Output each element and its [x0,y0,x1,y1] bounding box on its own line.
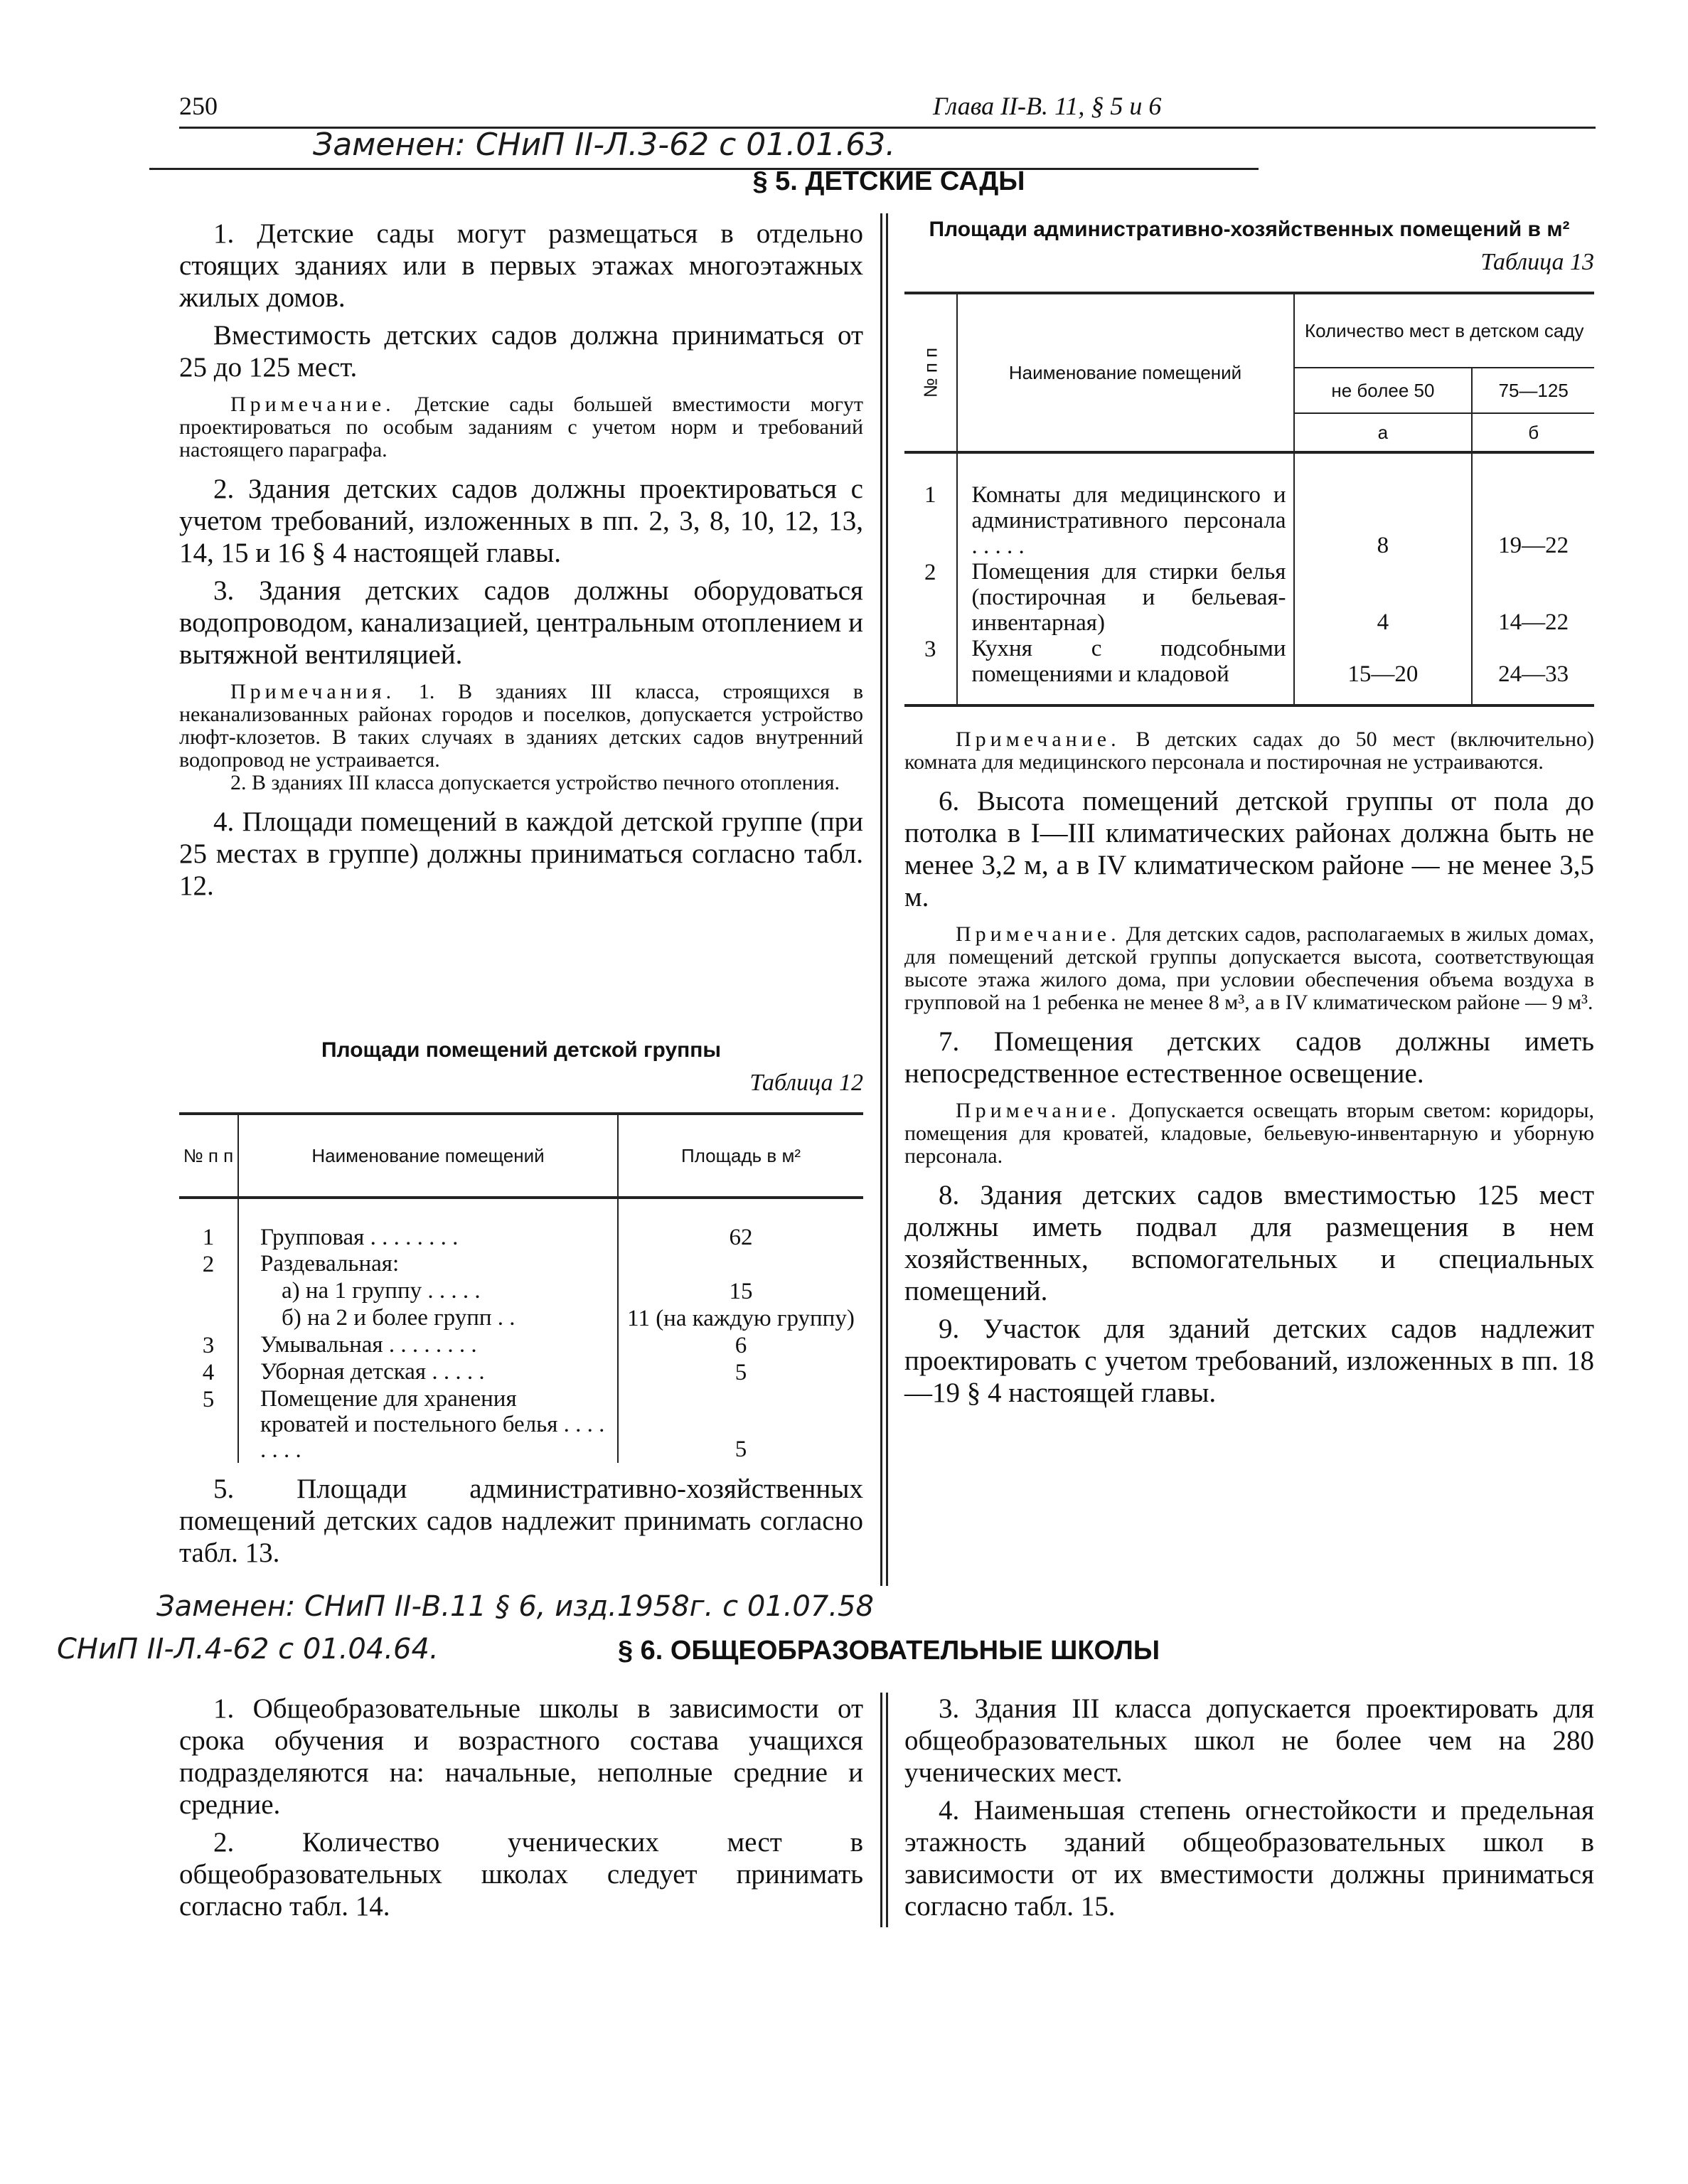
paragraph-5-8: 8. Здания детских садов вместимостью 125 мест должны иметь подвал для размещения в нем хозяйственных, вспомогательных и специальных помещений. [904,1180,1594,1306]
note-5-6 [904,923,1594,1014]
table-header: б [1472,413,1594,452]
running-head [179,91,1594,125]
note-text: Детские сады большей вместимости могут проектироваться по особым заданиям с учетом норм и требований настоящего параграфа. [179,393,863,462]
note-5-3 [179,681,863,772]
paragraph-6-4: 4. Наименьшая степень огнестойкости и предельная этажность зданий общеобразовательных школ в зависимости от их вместимости должны приниматься согласно табл. 15. [904,1795,1594,1922]
chapter-heading: Глава II-В. 11, § 5 и 6 [933,92,1162,120]
paragraph-5-7: 7. Помещения детских садов должны иметь непосредственное естественное освещение. [904,1026,1594,1089]
table-row: а) на 1 группу . . . . . 15 [179,1278,863,1305]
table-row: 1 Групповая . . . . . . . . 62 [179,1198,863,1251]
paragraph-5-2: 2. Здания детских садов должны проектироваться с учетом требований, изложенных в пп. 2, 3, 8, 10, 12, 13, 14, 15 и 16 § 4 настоящей главы. [179,474,863,568]
note-label: Примечания. [230,680,396,703]
table-header: 75—125 [1472,368,1594,413]
section-6-title: § 6. ОБЩЕОБРАЗОВАТЕЛЬНЫЕ ШКОЛЫ [617,1636,1160,1666]
note-label: Примечание. [956,922,1121,946]
note-label: Примечание. [230,393,395,416]
table-12-title: Площади помещений детской группы [321,1038,721,1062]
note-label: Примечание. [956,1099,1121,1122]
section-6-right-column [904,1693,1594,1928]
note-text: Для детских садов, располагаемых в жилых домах, для помещений детской группы допускается высота, соответствующая высоте этажа жилого дома, при условии обеспечения объема воздуха в групповой на 1 ребенка не менее 8 м³, а в IV климатическом районе — 9 м³. [904,922,1594,1014]
table-row: 4 Уборная детская . . . . . 5 [179,1359,863,1386]
table-header: Площадь в м² [618,1114,863,1198]
paragraph-5-1b: Вместимость детских садов должна приниматься от 25 до 125 мест. [179,320,863,383]
table-row: 1 Комнаты для медицинского и административного персонала . . . . . 8 19—22 [904,452,1594,559]
note-text: В детских садах до 50 мест (включительно) комната для медицинского персонала и постирочная не устраиваются. [904,728,1594,774]
table-header: а [1294,413,1473,452]
handwritten-underline [149,168,1259,170]
paragraph-5-6: 6. Высота помещений детской группы от пола до потолка в I—III климатических районах должна быть не менее 3,2 м, а в IV климатическом районе — не менее 3,5 м. [904,786,1594,912]
table-12 [179,1112,863,1463]
paragraph-6-3: 3. Здания III класса допускается проектировать для общеобразовательных школ не более чем на 280 ученических мест. [904,1693,1594,1788]
note-5-7 [904,1099,1594,1168]
section-5-title: § 5. ДЕТСКИЕ САДЫ [752,166,1025,196]
table-header: Наименование помещений [238,1114,618,1198]
note-5-1 [179,393,863,462]
note-label: Примечание. [956,728,1121,751]
table-row: 2 Помещения для стирки белья (постирочная и бельевая-инвентарная) 4 14—22 [904,559,1594,636]
table-13-label: Таблица 13 [1480,249,1594,275]
table-12-block [179,1038,863,1575]
note-text: Допускается освещать вторым светом: коридоры, помещения для кроватей, кладовые, бельевую-инвентарную и уборную персонала. [904,1099,1594,1168]
table-header: Количество мест в детском саду [1294,293,1595,368]
paragraph-5-4: 4. Площади помещений в каждой детской группе (при 25 местах в группе) должны приниматься согласно табл. 12. [179,806,863,901]
table-row: 3 Умывальная . . . . . . . . 6 [179,1332,863,1359]
handwritten-replacement-note-3: СНиП II-Л.4-62 с 01.04.64. [57,1633,439,1666]
table-header: Наименование помещений [957,293,1294,452]
paragraph-6-1: 1. Общеобразовательные школы в зависимости от срока обучения и возрастного состава учащихся подразделяются на: начальные, неполные средние и средние. [179,1693,863,1820]
paragraph-5-1: 1. Детские сады могут размещаться в отдельно стоящих зданиях или в первых этажах многоэтажных жилых домов. [179,218,863,313]
paragraph-5-5: 5. Площади административно-хозяйственных помещений детских садов надлежит принимать согласно табл. 13. [179,1474,863,1568]
note-table-13 [904,728,1594,774]
column-divider-s6-2 [886,1693,888,1927]
table-13-title: Площади административно-хозяйственных помещений в м² [929,218,1570,241]
note-text: 1. В зданиях III класса, строящихся в неканализованных районах городов и поселков, допускается устройство люфт-клозетов. В таких случаях в зданиях детских садов внутренний водопровод не устраивается. [179,680,863,772]
note-5-3-item2: 2. В зданиях III класса допускается устройство печного отопления. [230,771,840,794]
section-5-right-column [904,218,1594,1415]
table-row: 3 Кухня с подсобными помещениями и кладовой 15—20 24—33 [904,636,1594,704]
paragraph-5-9: 9. Участок для зданий детских садов надлежит проектировать с учетом требований, изложенных в пп. 18—19 § 4 настоящей главы. [904,1314,1594,1408]
column-divider-s6 [880,1693,882,1927]
column-divider-2 [886,213,888,1586]
table-row: 5 Помещение для хранения кроватей и постельного белья . . . . . . . . 5 [179,1386,863,1463]
table-12-label: Таблица 12 [749,1070,863,1096]
table-row: 2 Раздевальная: [179,1251,863,1278]
table-row: б) на 2 и более групп . . 11 (на каждую группу) [179,1305,863,1332]
page-number: 250 [179,92,218,120]
column-divider [880,213,882,1586]
table-13-bottom-rule [904,704,1594,707]
paragraph-6-2: 2. Количество ученических мест в общеобразовательных школах следует принимать согласно табл. 14. [179,1827,863,1922]
table-header: не более 50 [1294,368,1473,413]
table-13 [904,292,1594,704]
handwritten-replacement-note: Заменен: СНиП II-Л.3-62 с 01.01.63. [313,127,896,163]
section-5-left-column [179,218,863,907]
table-header: № п п [179,1114,238,1198]
table-header: № п п [904,293,957,452]
section-6-left-column [179,1693,863,1928]
paragraph-5-3: 3. Здания детских садов должны оборудоваться водопроводом, канализацией, центральным отоплением и вытяжной вентиляцией. [179,575,863,670]
handwritten-replacement-note-2: Заменен: СНиП II-В.11 § 6, изд.1958г. с 01.07.58 [156,1590,874,1623]
